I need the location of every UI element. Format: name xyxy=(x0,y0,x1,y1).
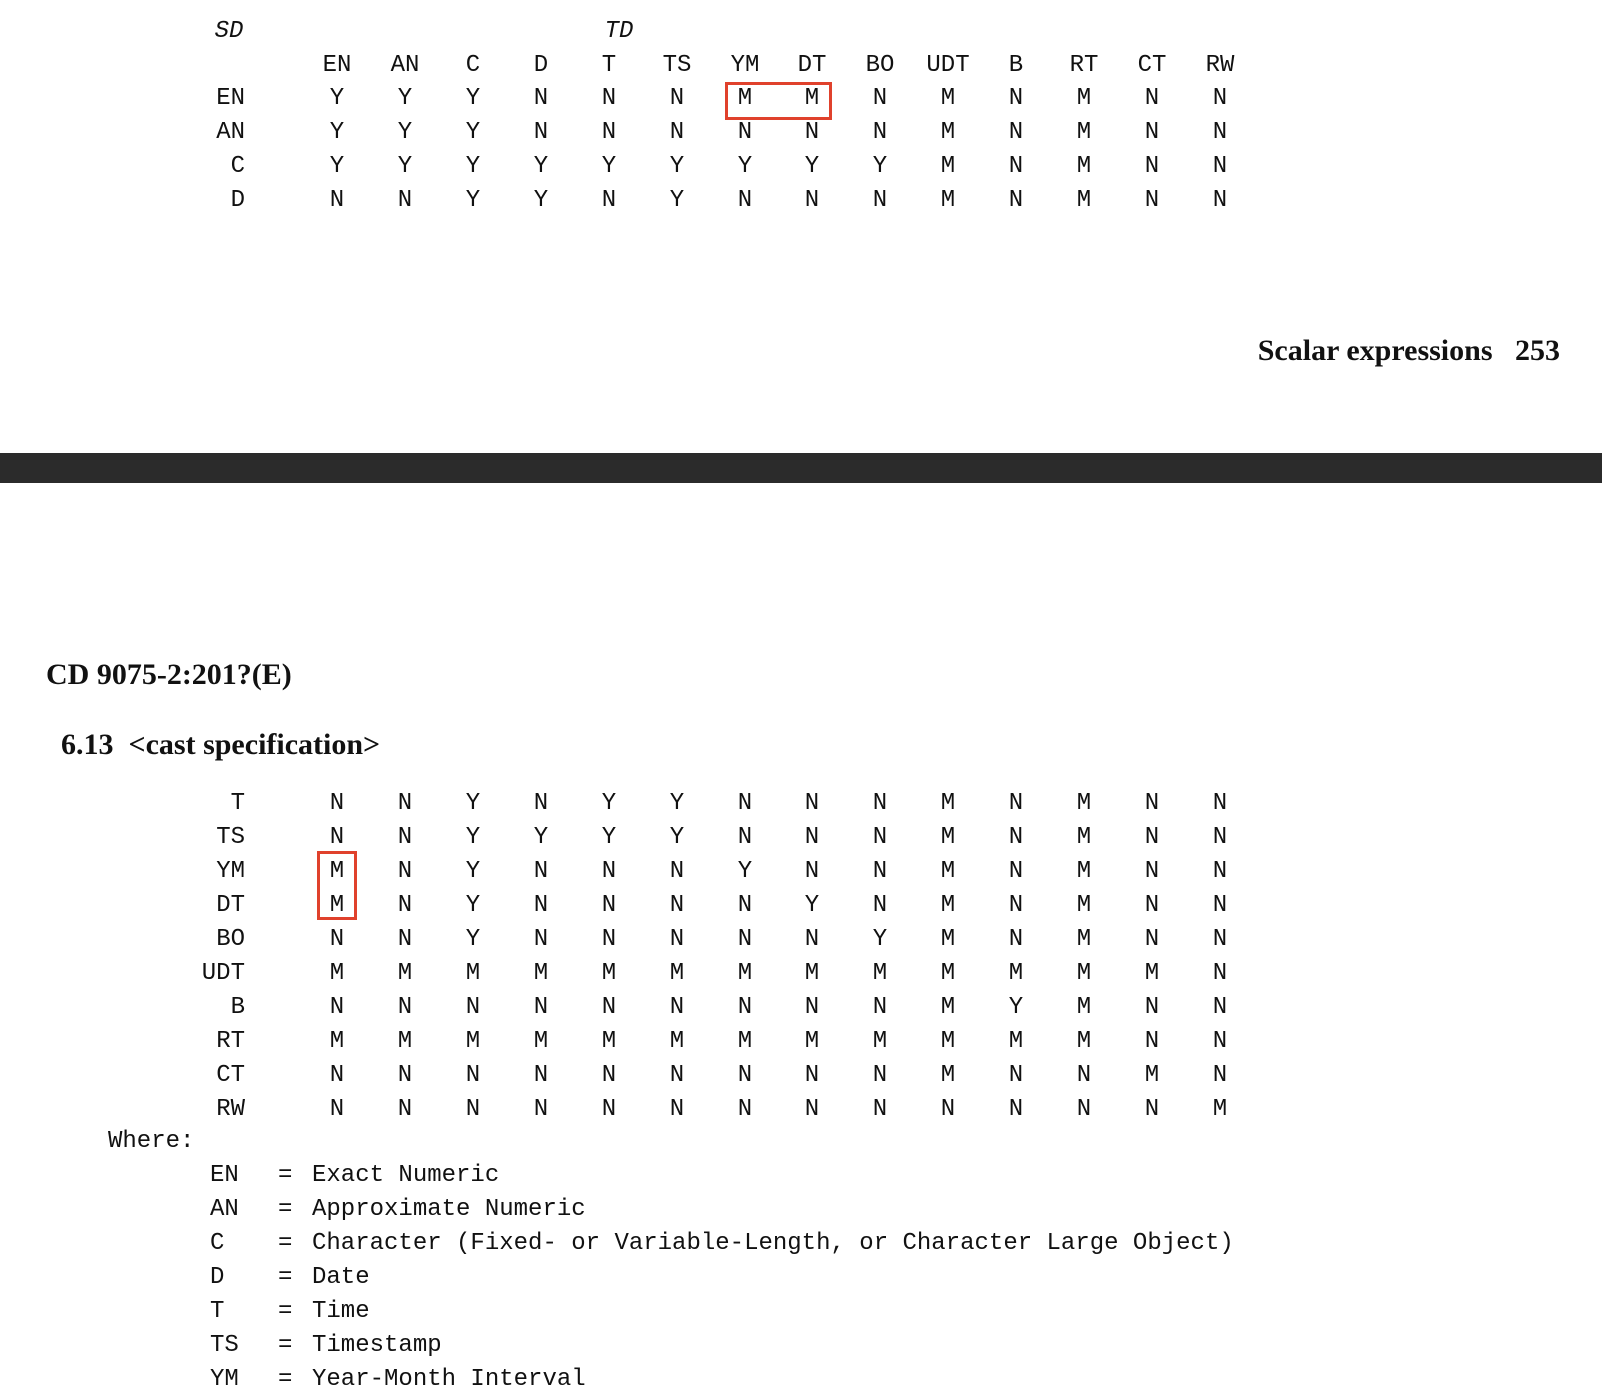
matrix-cell: N xyxy=(872,187,888,214)
row-label: UDT xyxy=(201,960,245,987)
row-label: T xyxy=(230,790,245,817)
matrix-cell: N xyxy=(1144,892,1160,919)
matrix-cell: N xyxy=(601,187,617,214)
matrix-cell: M xyxy=(601,960,617,987)
matrix-row xyxy=(0,1093,1602,1127)
matrix-row xyxy=(0,957,1602,991)
matrix-cell: N xyxy=(1212,926,1228,953)
row-label: TS xyxy=(216,824,245,851)
column-header: T xyxy=(601,52,617,79)
matrix-cell: N xyxy=(1008,926,1024,953)
matrix-cell: Y xyxy=(737,858,753,885)
matrix-cell: M xyxy=(940,824,956,851)
matrix-cell: N xyxy=(533,85,549,112)
matrix-cell: N xyxy=(329,187,345,214)
matrix-cell: N xyxy=(940,1096,956,1123)
matrix-cell: N xyxy=(737,824,753,851)
matrix-cell: M xyxy=(329,858,345,885)
legend-abbr: T xyxy=(210,1298,225,1325)
matrix-cell: N xyxy=(872,892,888,919)
matrix-cell: Y xyxy=(397,119,413,146)
matrix-row xyxy=(0,923,1602,957)
matrix-cell: N xyxy=(601,1062,617,1089)
matrix-cell: M xyxy=(804,1028,820,1055)
matrix-cell: Y xyxy=(533,153,549,180)
matrix-cell: Y xyxy=(601,824,617,851)
matrix-cell: N xyxy=(669,858,685,885)
matrix-row xyxy=(0,1059,1602,1093)
legend-desc: Time xyxy=(312,1298,370,1325)
matrix-cell: N xyxy=(1076,1062,1092,1089)
matrix-cell: N xyxy=(533,119,549,146)
matrix-cell: N xyxy=(1144,926,1160,953)
column-header: BO xyxy=(865,52,895,79)
legend-abbr: D xyxy=(210,1264,225,1291)
matrix-cell: N xyxy=(737,994,753,1021)
column-header: YM xyxy=(730,52,760,79)
matrix-cell: M xyxy=(1076,85,1092,112)
matrix-cell: N xyxy=(737,1062,753,1089)
matrix-cell: N xyxy=(533,994,549,1021)
matrix-cell: N xyxy=(737,926,753,953)
matrix-cell: N xyxy=(329,994,345,1021)
legend-desc: Approximate Numeric xyxy=(312,1196,586,1223)
matrix-cell: M xyxy=(737,960,753,987)
matrix-cell: M xyxy=(1008,1028,1024,1055)
matrix-cell: Y xyxy=(465,790,481,817)
matrix-cell: N xyxy=(804,824,820,851)
matrix-cell: N xyxy=(329,926,345,953)
matrix-cell: N xyxy=(465,1062,481,1089)
matrix-cell: M xyxy=(1076,892,1092,919)
matrix-cell: N xyxy=(329,824,345,851)
matrix-cell: Y xyxy=(669,790,685,817)
matrix-cell: N xyxy=(1144,85,1160,112)
matrix-cell: M xyxy=(804,960,820,987)
matrix-cell: M xyxy=(669,1028,685,1055)
matrix-cell: M xyxy=(329,892,345,919)
matrix-cell: M xyxy=(1144,1062,1160,1089)
matrix-cell: Y xyxy=(465,187,481,214)
matrix-cell: N xyxy=(601,1096,617,1123)
matrix-cell: N xyxy=(872,1062,888,1089)
matrix-cell: M xyxy=(1076,858,1092,885)
matrix-cell: N xyxy=(329,1096,345,1123)
matrix-cell: N xyxy=(1008,1096,1024,1123)
matrix-cell: M xyxy=(533,960,549,987)
row-label: EN xyxy=(216,85,245,112)
matrix-row xyxy=(0,855,1602,889)
matrix-cell: N xyxy=(397,858,413,885)
matrix-cell: M xyxy=(872,960,888,987)
matrix-cell: M xyxy=(1076,187,1092,214)
matrix-cell: N xyxy=(601,926,617,953)
matrix-cell: N xyxy=(397,1096,413,1123)
matrix-cell: N xyxy=(533,790,549,817)
matrix-cell: N xyxy=(1212,858,1228,885)
matrix-cell: N xyxy=(397,1062,413,1089)
matrix-cell: N xyxy=(1212,187,1228,214)
matrix-cell: M xyxy=(1076,119,1092,146)
column-header: DT xyxy=(797,52,827,79)
column-header: EN xyxy=(322,52,352,79)
where-label: Where: xyxy=(108,1128,195,1155)
matrix-row xyxy=(0,991,1602,1025)
matrix-cell: M xyxy=(940,858,956,885)
matrix-cell: N xyxy=(1212,85,1228,112)
matrix-cell: N xyxy=(1212,960,1228,987)
legend-abbr: AN xyxy=(210,1196,239,1223)
legend-equals: = xyxy=(278,1196,293,1223)
matrix-cell: N xyxy=(533,926,549,953)
matrix-cell: N xyxy=(601,994,617,1021)
matrix-cell: M xyxy=(1076,926,1092,953)
matrix-cell: N xyxy=(737,1096,753,1123)
matrix-cell: Y xyxy=(397,153,413,180)
matrix-cell: M xyxy=(940,1028,956,1055)
matrix-cell: M xyxy=(737,1028,753,1055)
column-header: RW xyxy=(1205,52,1235,79)
row-label: DT xyxy=(216,892,245,919)
matrix-cell: N xyxy=(533,1062,549,1089)
matrix-cell: N xyxy=(1008,892,1024,919)
row-label: AN xyxy=(216,119,245,146)
matrix-cell: N xyxy=(1008,1062,1024,1089)
matrix-cell: Y xyxy=(533,187,549,214)
matrix-cell: N xyxy=(1144,119,1160,146)
matrix-cell: M xyxy=(940,153,956,180)
matrix-cell: N xyxy=(1212,824,1228,851)
matrix-cell: Y xyxy=(669,153,685,180)
matrix-cell: Y xyxy=(397,85,413,112)
matrix-cell: N xyxy=(601,85,617,112)
row-label: RT xyxy=(216,1028,245,1055)
matrix-cell: N xyxy=(465,994,481,1021)
matrix-cell: Y xyxy=(804,892,820,919)
matrix-cell: M xyxy=(1076,790,1092,817)
sd-label: SD xyxy=(214,18,244,45)
matrix-cell: Y xyxy=(465,892,481,919)
matrix-cell: N xyxy=(872,1096,888,1123)
matrix-cell: N xyxy=(737,790,753,817)
matrix-cell: M xyxy=(940,119,956,146)
matrix-cell: Y xyxy=(465,119,481,146)
legend-equals: = xyxy=(278,1298,293,1325)
matrix-cell: N xyxy=(1144,824,1160,851)
matrix-cell: M xyxy=(804,85,820,112)
matrix-cell: N xyxy=(669,85,685,112)
matrix-cell: M xyxy=(940,994,956,1021)
matrix-cell: N xyxy=(1076,1096,1092,1123)
matrix-cell: N xyxy=(669,994,685,1021)
matrix-cell: N xyxy=(1212,994,1228,1021)
matrix-cell: N xyxy=(804,790,820,817)
matrix-cell: M xyxy=(1008,960,1024,987)
matrix-cell: M xyxy=(940,960,956,987)
section-number: 6.13 xyxy=(61,728,114,761)
matrix-cell: Y xyxy=(669,824,685,851)
matrix-cell: N xyxy=(669,1062,685,1089)
matrix-cell: N xyxy=(669,119,685,146)
matrix-cell: M xyxy=(1076,824,1092,851)
column-header: TS xyxy=(662,52,692,79)
column-header: RT xyxy=(1069,52,1099,79)
matrix-cell: N xyxy=(1144,187,1160,214)
matrix-cell: Y xyxy=(329,85,345,112)
matrix-cell: Y xyxy=(601,790,617,817)
matrix-cell: N xyxy=(737,119,753,146)
matrix-cell: N xyxy=(1008,187,1024,214)
matrix-cell: N xyxy=(804,994,820,1021)
legend-abbr: TS xyxy=(210,1332,239,1359)
footer-title: Scalar expressions xyxy=(1257,334,1493,367)
matrix-cell: M xyxy=(1144,960,1160,987)
row-label: CT xyxy=(216,1062,245,1089)
legend-abbr: YM xyxy=(210,1366,239,1393)
matrix-cell: N xyxy=(329,790,345,817)
matrix-cell: Y xyxy=(1008,994,1024,1021)
matrix-cell: N xyxy=(1144,994,1160,1021)
legend-desc: Timestamp xyxy=(312,1332,442,1359)
matrix-cell: M xyxy=(940,85,956,112)
row-label: D xyxy=(230,187,245,214)
matrix-cell: N xyxy=(465,1096,481,1123)
matrix-cell: N xyxy=(1144,1028,1160,1055)
matrix-cell: N xyxy=(872,858,888,885)
matrix-cell: Y xyxy=(737,153,753,180)
matrix-cell: M xyxy=(669,960,685,987)
matrix-cell: N xyxy=(872,85,888,112)
matrix-cell: N xyxy=(804,1096,820,1123)
matrix-cell: N xyxy=(1212,790,1228,817)
matrix-cell: M xyxy=(940,790,956,817)
column-header: AN xyxy=(390,52,420,79)
matrix-cell: M xyxy=(329,960,345,987)
matrix-cell: N xyxy=(397,892,413,919)
matrix-cell: N xyxy=(1008,85,1024,112)
row-label: BO xyxy=(216,926,245,953)
row-label: YM xyxy=(216,858,245,885)
matrix-cell: N xyxy=(1008,824,1024,851)
matrix-cell: N xyxy=(1144,858,1160,885)
matrix-cell: N xyxy=(1212,119,1228,146)
matrix-cell: N xyxy=(397,994,413,1021)
matrix-cell: N xyxy=(1212,1062,1228,1089)
matrix-cell: M xyxy=(940,1062,956,1089)
matrix-cell: M xyxy=(465,960,481,987)
matrix-cell: N xyxy=(804,119,820,146)
matrix-cell: Y xyxy=(601,153,617,180)
matrix-row xyxy=(0,889,1602,923)
matrix-cell: N xyxy=(872,994,888,1021)
matrix-cell: N xyxy=(329,1062,345,1089)
td-label: TD xyxy=(604,18,634,45)
matrix-cell: N xyxy=(1212,892,1228,919)
matrix-cell: Y xyxy=(465,858,481,885)
matrix-cell: Y xyxy=(465,153,481,180)
matrix-cell: N xyxy=(669,1096,685,1123)
matrix-cell: N xyxy=(397,926,413,953)
matrix-cell: Y xyxy=(669,187,685,214)
matrix-cell: N xyxy=(872,824,888,851)
matrix-cell: N xyxy=(533,892,549,919)
matrix-cell: Y xyxy=(872,153,888,180)
doc-id: CD 9075-2:201?(E) xyxy=(46,658,292,691)
matrix-cell: N xyxy=(397,790,413,817)
matrix-cell: N xyxy=(737,892,753,919)
column-header: UDT xyxy=(926,52,970,79)
legend-abbr: EN xyxy=(210,1162,239,1189)
matrix-cell: N xyxy=(1008,153,1024,180)
matrix-cell: M xyxy=(465,1028,481,1055)
matrix-cell: N xyxy=(601,858,617,885)
legend-desc: Year-Month Interval xyxy=(312,1366,586,1393)
matrix-cell: N xyxy=(533,1096,549,1123)
matrix-cell: N xyxy=(872,790,888,817)
matrix-cell: M xyxy=(940,892,956,919)
matrix-row xyxy=(0,1025,1602,1059)
matrix-cell: N xyxy=(669,926,685,953)
matrix-row xyxy=(0,787,1602,821)
matrix-cell: N xyxy=(1008,119,1024,146)
matrix-cell: Y xyxy=(465,926,481,953)
matrix-cell: M xyxy=(1076,1028,1092,1055)
matrix-cell: N xyxy=(1144,153,1160,180)
matrix-cell: M xyxy=(872,1028,888,1055)
matrix-cell: N xyxy=(397,824,413,851)
matrix-cell: N xyxy=(397,187,413,214)
matrix-cell: M xyxy=(940,926,956,953)
matrix-cell: N xyxy=(1008,790,1024,817)
matrix-cell: N xyxy=(1144,1096,1160,1123)
matrix-row xyxy=(0,821,1602,855)
legend-desc: Character (Fixed- or Variable-Length, or Character Large Object) xyxy=(312,1230,1234,1257)
row-label: C xyxy=(230,153,245,180)
matrix-cell: M xyxy=(601,1028,617,1055)
row-label: B xyxy=(230,994,245,1021)
column-header: B xyxy=(1008,52,1024,79)
matrix-cell: Y xyxy=(465,824,481,851)
legend-equals: = xyxy=(278,1162,293,1189)
matrix-cell: M xyxy=(533,1028,549,1055)
highlight-box-ym-dt-en xyxy=(317,851,357,920)
legend-desc: Exact Numeric xyxy=(312,1162,500,1189)
matrix-cell: N xyxy=(737,187,753,214)
legend-abbr: C xyxy=(210,1230,225,1257)
matrix-cell: Y xyxy=(329,119,345,146)
matrix-cell: M xyxy=(1076,960,1092,987)
matrix-cell: N xyxy=(1212,153,1228,180)
matrix-cell: N xyxy=(533,858,549,885)
matrix-cell: M xyxy=(1212,1096,1228,1123)
column-header: D xyxy=(533,52,549,79)
matrix-cell: N xyxy=(804,187,820,214)
matrix-cell: M xyxy=(1076,153,1092,180)
matrix-cell: M xyxy=(329,1028,345,1055)
matrix-cell: M xyxy=(1076,994,1092,1021)
matrix-cell: N xyxy=(1212,1028,1228,1055)
section-title: <cast specification> xyxy=(128,728,381,761)
matrix-cell: N xyxy=(669,892,685,919)
matrix-cell: N xyxy=(1144,790,1160,817)
matrix-cell: N xyxy=(1008,858,1024,885)
matrix-cell: M xyxy=(737,85,753,112)
matrix-cell: Y xyxy=(872,926,888,953)
matrix-cell: N xyxy=(804,858,820,885)
column-header: CT xyxy=(1137,52,1167,79)
matrix-cell: Y xyxy=(329,153,345,180)
row-label: RW xyxy=(216,1096,245,1123)
page-number: 253 xyxy=(1515,334,1560,367)
matrix-cell: N xyxy=(804,1062,820,1089)
legend-equals: = xyxy=(278,1332,293,1359)
legend-equals: = xyxy=(278,1366,293,1393)
matrix-cell: M xyxy=(397,960,413,987)
matrix-cell: Y xyxy=(465,85,481,112)
legend-equals: = xyxy=(278,1230,293,1257)
matrix-cell: N xyxy=(601,892,617,919)
legend-equals: = xyxy=(278,1264,293,1291)
matrix-cell: N xyxy=(601,119,617,146)
matrix-cell: Y xyxy=(533,824,549,851)
column-header: C xyxy=(465,52,481,79)
matrix-cell: M xyxy=(940,187,956,214)
matrix-cell: M xyxy=(397,1028,413,1055)
matrix-cell: N xyxy=(804,926,820,953)
matrix-cell: Y xyxy=(804,153,820,180)
legend-desc: Date xyxy=(312,1264,370,1291)
matrix-cell: N xyxy=(872,119,888,146)
